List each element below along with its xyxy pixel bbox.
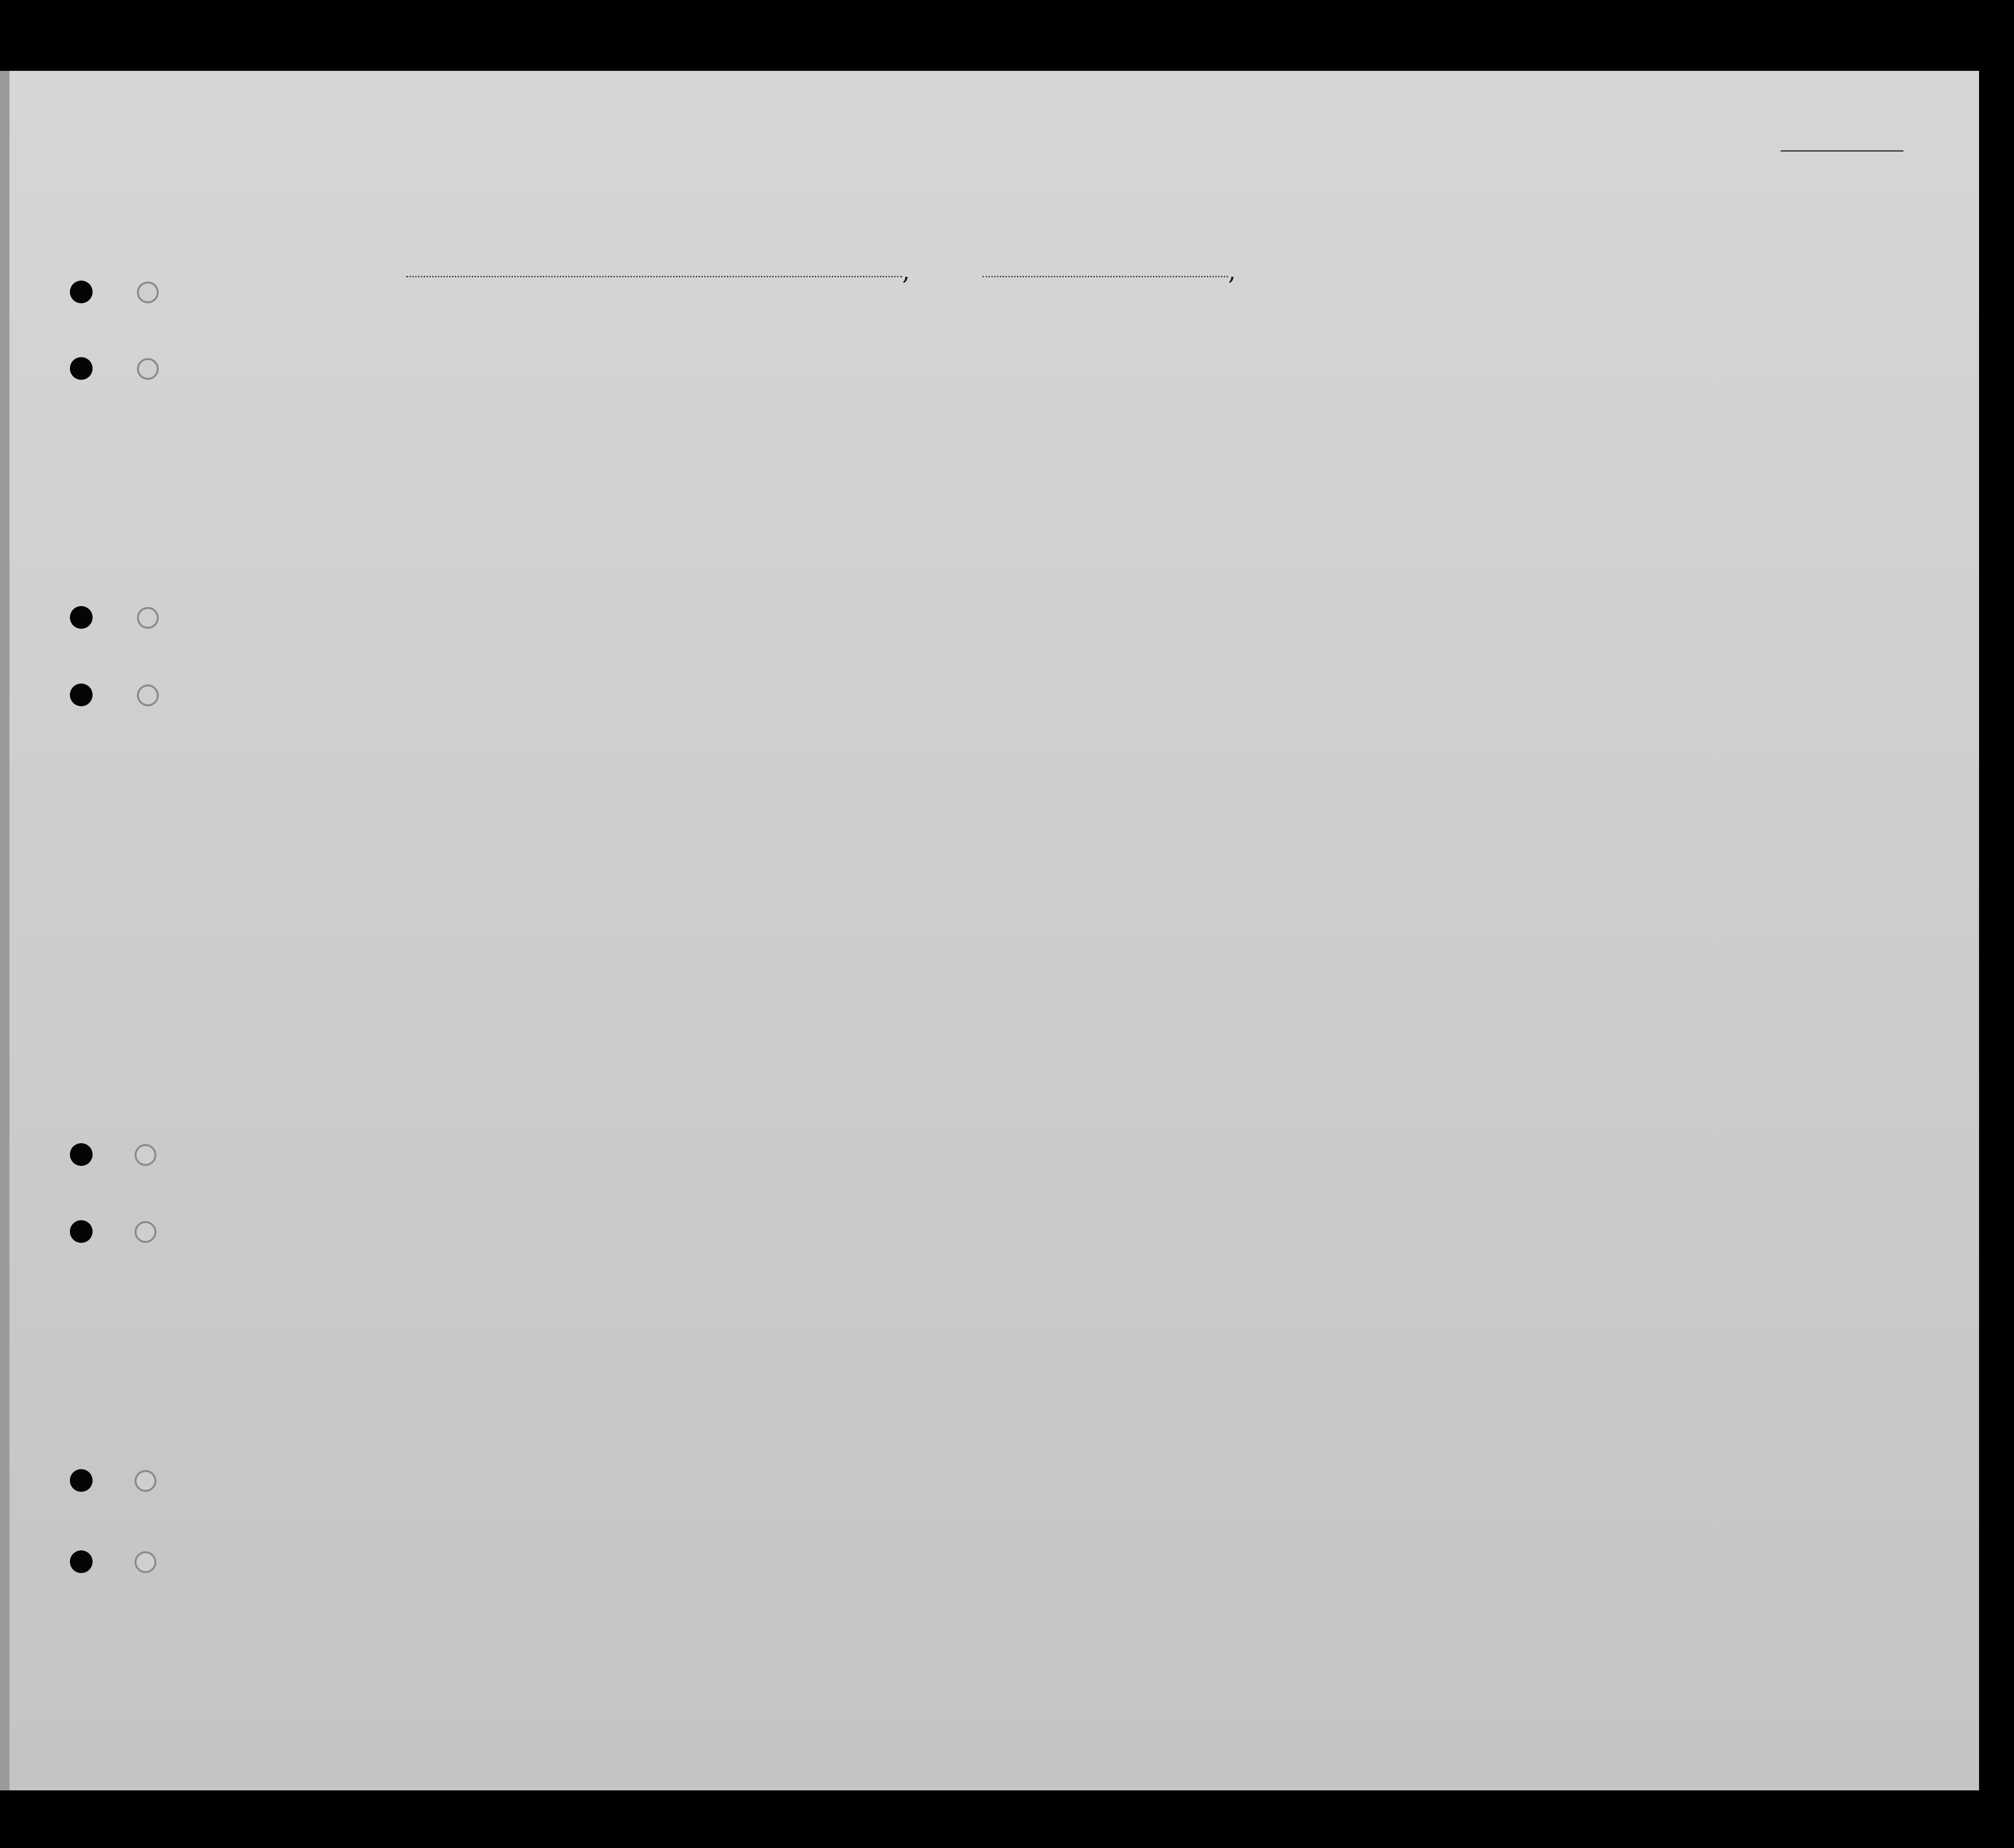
comma: , bbox=[1228, 257, 1236, 286]
comma: , bbox=[902, 257, 910, 286]
